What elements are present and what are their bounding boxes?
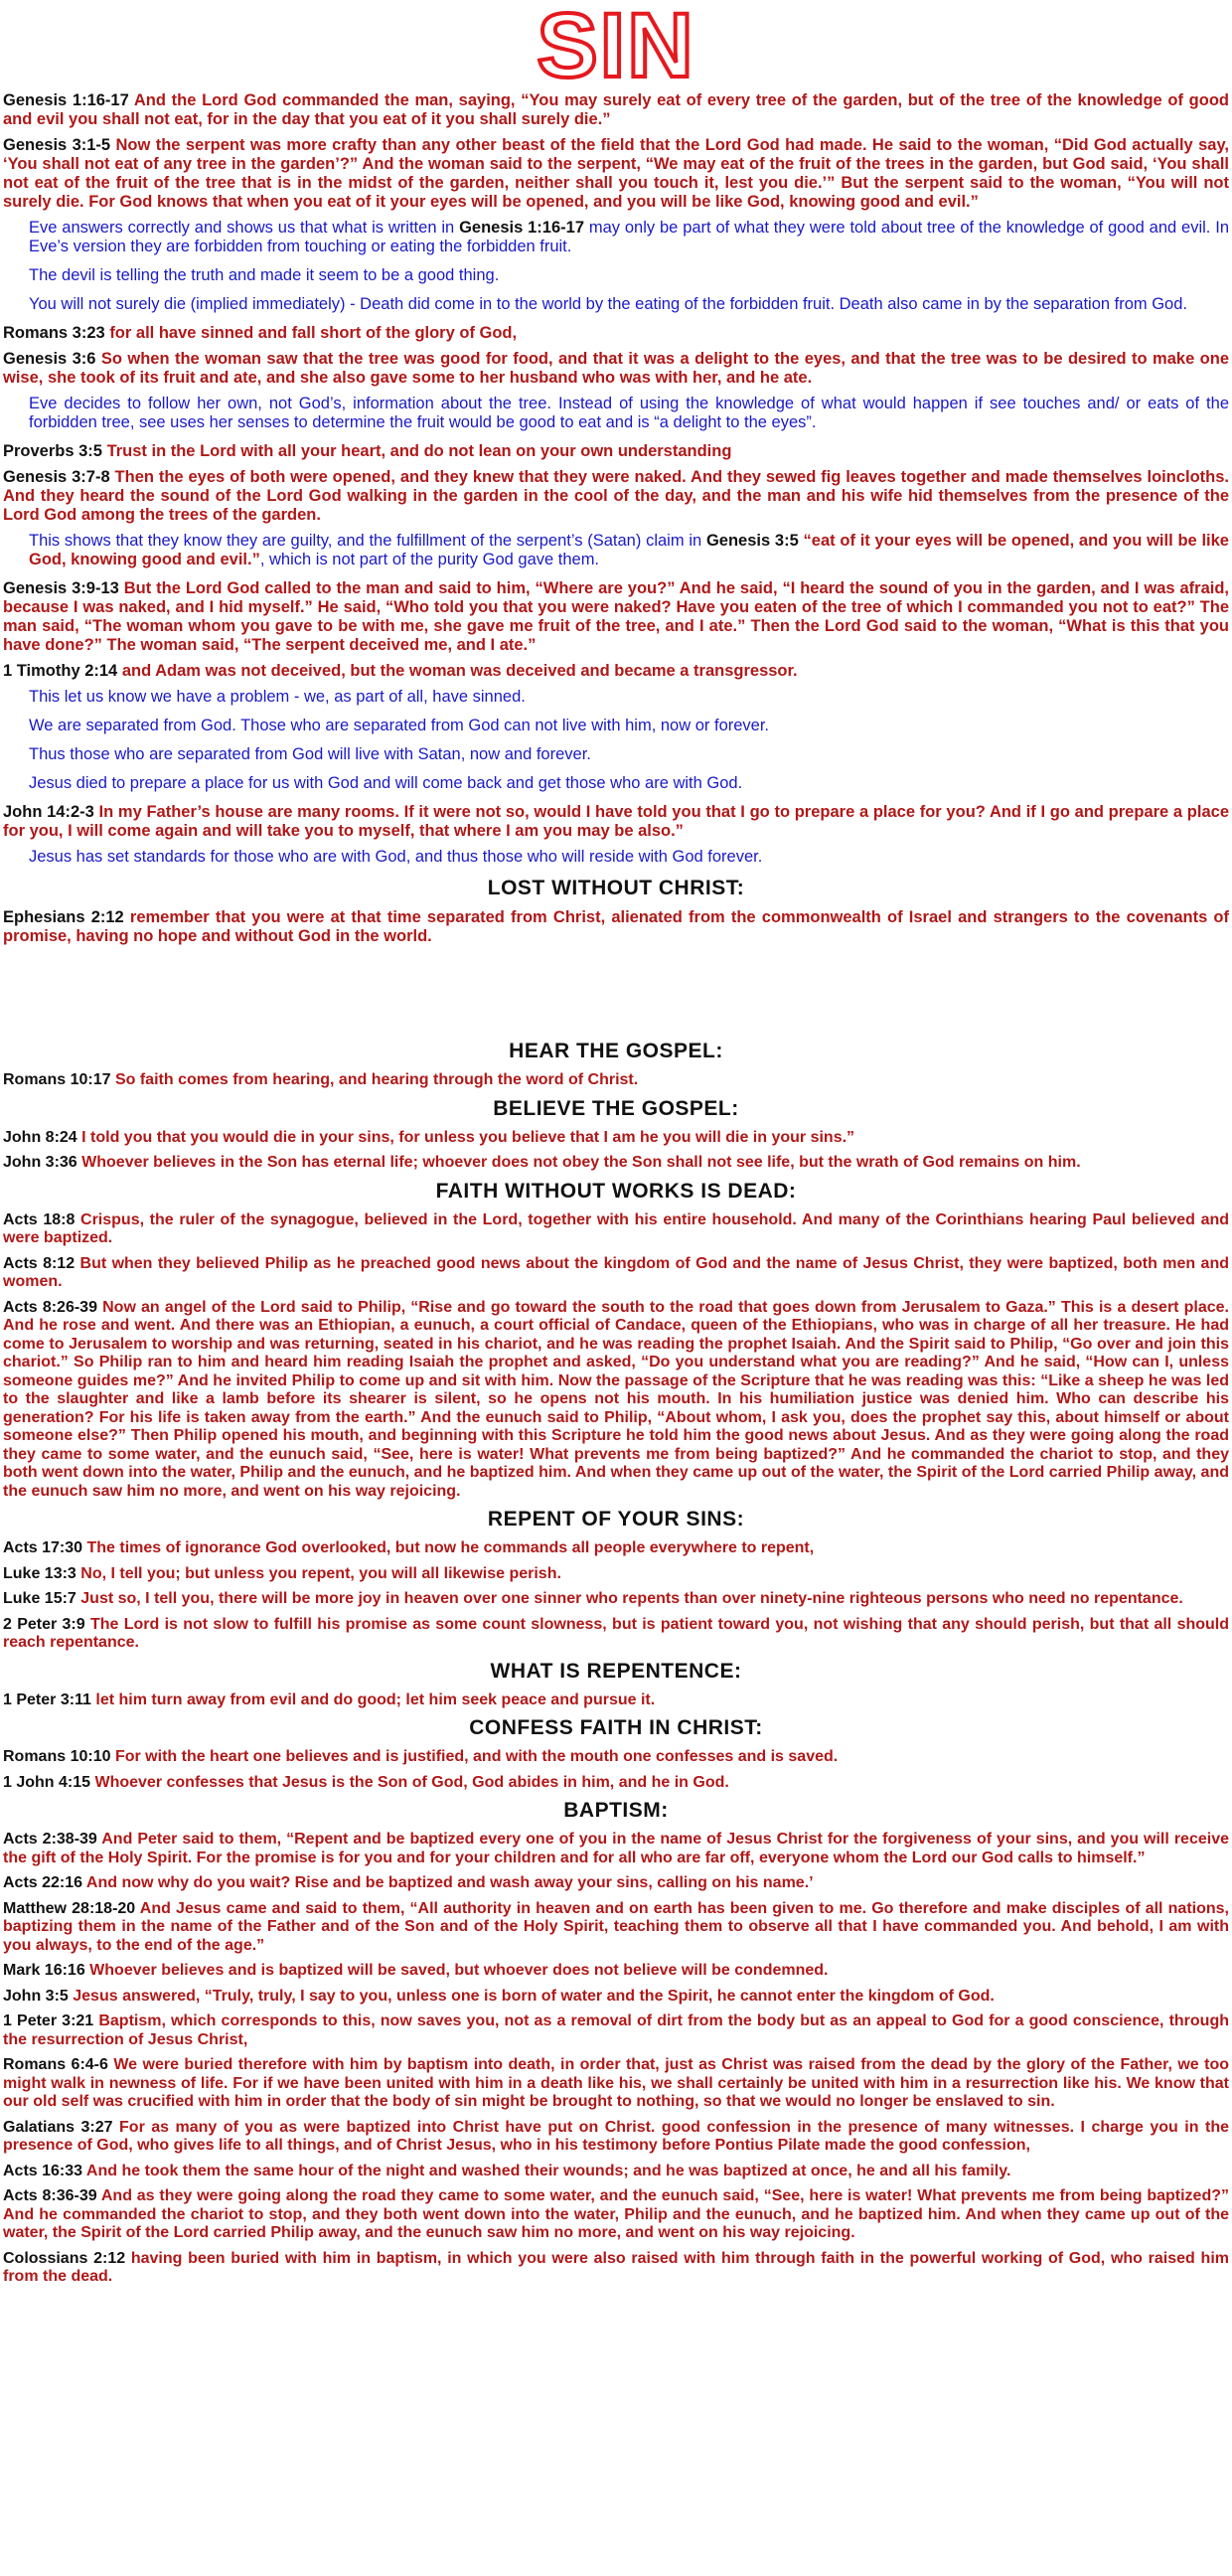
verse-text: The times of ignorance God overlooked, but now he commands all people everywhere to repent, [86,1539,815,1556]
verse-text: Then the eyes of both were opened, and they knew that they were naked. And they sewed fig leaves together and made themselves loincloths. And they heard the sound of the Lord God walking in the garden in the cool of the day, and the man and his wife hid themselves from the presence of the Lord God among the trees of the garden. [3,468,1229,524]
scripture-verse [3,1748,1229,1767]
scripture-verse [3,1962,1229,1981]
scripture-verse [3,2119,1229,2156]
verse-reference: Ephesians 2:12 [3,908,124,926]
verse-reference: Romans 10:10 [3,1748,111,1765]
scripture-verse [3,1211,1229,1248]
verse-text: We were buried therefore with him by baptism into death, in order that, just as Christ was raised from the dead by the glory of the Father, we too might walk in newness of life. For if we have been united with him in a death like his, we shall certainly be united with him in a resurrection like his. We know that our old self was crucified with him in order that the body of sin might be brought to nothing, so that we would no longer be enslaved to sin. [3,2056,1229,2110]
verse-text: So faith comes from hearing, and hearing through the word of Christ. [114,1071,639,1088]
verse-text: Whoever believes in the Son has eternal life; whoever does not obey the Son shall not see life, but the wrath of God remains on him. [81,1154,1081,1171]
verse-text: I told you that you would die in your sins, for unless you believe that I am he you will die in your sins.” [81,1128,855,1146]
verse-reference: 1 Peter 3:11 [3,1690,91,1708]
verse-text: and Adam was not deceived, but the woman was deceived and became a transgressor. [121,662,798,680]
scripture-verse [3,2187,1229,2243]
scripture-verse [3,1071,1229,1090]
scripture-verse [3,1874,1229,1893]
commentary-note [3,219,1229,256]
section-sin [3,91,1229,1036]
section-heading: CONFESS FAITH IN CHRIST: [469,1716,763,1739]
section-heading: WHAT IS REPENTENCE: [490,1659,742,1683]
note-text: Eve answers correctly and shows us that what is written in [29,219,455,237]
section-heading: FAITH WITHOUT WORKS IS DEAD: [435,1179,797,1203]
verse-reference: 1 Timothy 2:14 [3,662,118,680]
verse-text: And Peter said to them, “Repent and be baptized every one of you in the name of Jesus Christ for the forgiveness of your sins, and you will receive the gift of the Holy Spirit. For the promise is for you and for your children and for all who are far off, everyone whom the Lord our God calls to himself.” [3,1831,1229,1866]
verse-text: Whoever believes and is baptized will be saved, but whoever does not believe will be condemned. [89,1962,829,1979]
verse-reference: Romans 10:17 [3,1071,111,1088]
verse-reference: Acts 8:12 [3,1254,76,1272]
scripture-verse [3,1539,1229,1558]
scripture-verse [3,324,1229,343]
verse-text: The Lord is not slow to fulfill his promise as some count slowness, but is patient toward you, not wishing that any should perish, but that all should reach repentance. [3,1615,1229,1651]
scripture-verse [3,136,1229,212]
note-text: The devil is telling the truth and made it seem to be a good thing. [29,266,500,284]
verse-reference: Acts 18:8 [3,1210,76,1228]
scripture-verse [3,91,1229,129]
scripture-verse [3,2163,1229,2181]
commentary-note [3,532,1229,569]
section-heading: BAPTISM: [563,1799,669,1822]
verse-text: remember that you were at that time separated from Christ, alienated from the commonwealth of Israel and strangers to the covenants of promise, having no hope and without God in the world. [3,908,1229,945]
section-heading: BELIEVE THE GOSPEL: [493,1096,739,1120]
verse-reference: Acts 8:36-39 [3,2187,97,2204]
note-text: This let us know we have a problem - we, as part of all, have sinned. [29,688,526,706]
commentary-note [3,745,1229,764]
page-title: SIN [537,0,695,96]
section-plan-of-salvation [3,1036,1229,2576]
verse-text: Baptism, which corresponds to this, now saves you, not as a removal of dirt from the body but as an appeal to God for a good conscience, through the resurrection of Jesus Christ, [3,2012,1229,2048]
verse-text: Now an angel of the Lord said to Philip, “Rise and go toward the south to the road that goes down from Jerusalem to Gaza.” This is a desert place. And he rose and went. And there was an Ethiopian, a eunuch, a court official of Candace, queen of the Ethiopians, who was in charge of all her treasure. He had come to Jerusalem to worship and was returning, seated in his chariot, and he was reading the prophet Isaiah. And the Spirit said to Philip, “Go over and join this chariot.” So Philip ran to him and heard him reading Isaiah the prophet and asked, “Do you understand what you are reading?” And he said, “How can I, unless someone guides me?” And he invited Philip to come up and sit with him. Now the passage of the Scripture that he was reading was this: “Like a sheep he was led to the slaughter and like a lamb before its shearer is silent, so he opens not his mouth. In his humiliation justice was denied him. Who can describe his generation? For his life is taken away from the earth.” And the eunuch said to Philip, “About whom, I ask you, does the prophet say this, about himself or about someone else?” Then Philip opened his mouth, and beginning with this Scripture he told him the good news about Jesus. And as they were going along the road they came to some water, and the eunuch said, “See, here is water! What prevents me from being baptized?” And he commanded the chariot to stop, and they both went down into the water, Philip and the eunuch, and he baptized him. And when they came up out of the water, the Spirit of the Lord carried Philip away, and the eunuch saw him no more, and went on his way rejoicing. [3,1298,1229,1500]
scripture-verse [3,1154,1229,1173]
scripture-verse [3,1831,1229,1867]
verse-text: Whoever confesses that Jesus is the Son of God, God abides in him, and he in God. [94,1773,729,1791]
scripture-verse [3,1129,1229,1148]
commentary-note [3,395,1229,432]
scripture-verse [3,1299,1229,1502]
scripture-verse [3,2056,1229,2112]
note-reference: Genesis 1:16-17 [459,219,584,237]
verse-text: And he took them the same hour of the night and washed their wounds; and he was baptized at once, he and all his family. [85,2162,1011,2179]
verse-text: Crispus, the ruler of the synagogue, believed in the Lord, together with his entire household. And many of the Corinthians hearing Paul believed and were baptized. [3,1210,1229,1246]
verse-reference: Genesis 3:9-13 [3,579,119,597]
commentary-note [3,774,1229,793]
verse-reference: Mark 16:16 [3,1962,85,1979]
verse-reference: Genesis 1:16-17 [3,91,129,109]
title-area [3,0,1229,96]
note-quote: “eat of it your eyes will be opened, and you will be like God, knowing good and evil.” [29,532,1229,568]
verse-text: So when the woman saw that the tree was good for food, and that it was a delight to the eyes, and that the tree was to be desired to make one wise, she took of its fruit and ate, and she also gave some to her husband who was with her, and he ate. [3,350,1229,387]
verse-reference: John 3:5 [3,1987,69,2005]
commentary-note [3,848,1229,867]
verse-reference: Romans 3:23 [3,324,105,342]
note-text-continued: may only be part of what they were told about tree of the knowledge of good and evil. In Eve’s version they are forbidden from touching or eating the forbidden fruit. [29,219,1229,255]
verse-reference: Genesis 3:1-5 [3,136,111,154]
verse-reference: Acts 2:38-39 [3,1831,97,1848]
commentary-note [3,717,1229,735]
verse-reference: Acts 17:30 [3,1539,83,1556]
scripture-verse [3,1616,1229,1653]
verse-text: for all have sinned and fall short of the glory of God, [109,324,518,342]
verse-text: For as many of you as were baptized into Christ have put on Christ. good confession in the presence of many witnesses. I charge you in the presence of God, who gives life to all things, and of Christ Jesus, who in his testimony before Pontius Pilate made the good confession, [3,2118,1229,2154]
commentary-note [3,266,1229,285]
verse-text: No, I tell you; but unless you repent, you will all likewise perish. [80,1564,561,1582]
note-text: Jesus has set standards for those who are with God, and thus those who will reside with God forever. [29,848,763,866]
note-reference: Genesis 3:5 [705,532,799,550]
verse-text: having been buried with him in baptism, in which you were also raised with him through faith in the powerful working of God, who raised him from the dead. [3,2249,1229,2285]
scripture-verse [3,350,1229,388]
scripture-verse [3,2250,1229,2287]
scripture-verse [3,468,1229,525]
scripture-verse [3,662,1229,681]
scripture-verse [3,1774,1229,1793]
verse-reference: John 14:2-3 [3,803,94,821]
verse-reference: Genesis 3:6 [3,350,96,368]
verse-reference: 1 Peter 3:21 [3,2012,94,2029]
note-text: You will not surely die (implied immediately) - Death did come in to the world by the eating of the forbidden fruit. Death also came in by the separation from God. [29,295,1187,313]
scripture-verse [3,1565,1229,1584]
verse-text: And Jesus came and said to them, “All authority in heaven and on earth has been given to me. Go therefore and make disciples of all nations, baptizing them in the name of the Father and of the Son and of the Holy Spirit, teaching them to observe all that I have commanded you. And behold, I am with you always, to the end of the age.” [3,1899,1229,1954]
scripture-verse [3,2012,1229,2049]
verse-text: And as they were going along the road they came to some water, and the eunuch said, “See, here is water! What prevents me from being baptized?” And he commanded the chariot to stop, and they both went down into the water, Philip and the eunuch, and he baptized him. And when they came up out of the water, the Spirit of the Lord carried Philip away, and the eunuch saw him no more, and went on his way rejoicing. [3,2187,1229,2241]
scripture-verse [3,1900,1229,1956]
note-text-continued: , which is not part of the purity God gave them. [259,551,600,568]
scripture-verse [3,442,1229,461]
verse-text: let him turn away from evil and do good; let him seek peace and pursue it. [95,1690,656,1708]
scripture-verse [3,1590,1229,1609]
verse-reference: Genesis 3:7-8 [3,468,110,486]
verse-reference: Acts 8:26-39 [3,1298,97,1316]
verse-text: Just so, I tell you, there will be more joy in heaven over one sinner who repents than over ninety-nine righteous persons who need no repentance. [80,1590,1183,1607]
scripture-verse [3,579,1229,655]
verse-text: But when they believed Philip as he preached good news about the kingdom of God and the name of Jesus Christ, they were baptized, both men and women. [3,1254,1229,1290]
note-text: Jesus died to prepare a place for us with God and will come back and get those who are with God. [29,774,743,792]
verse-reference: John 3:36 [3,1154,77,1171]
verse-reference: Proverbs 3:5 [3,442,102,460]
verse-reference: John 8:24 [3,1128,77,1146]
commentary-note [3,295,1229,314]
scripture-verse [3,1691,1229,1710]
scripture-verse [3,1255,1229,1292]
verse-reference: Acts 16:33 [3,2162,83,2179]
note-text: Eve decides to follow her own, not God’s, information about the tree. Instead of using the knowledge of what would happen if see touches and/ or eats of the forbidden tree, see uses her senses to determine the fruit would be good to eat and is “a delight to the eyes”. [29,395,1229,431]
verse-reference: 2 Peter 3:9 [3,1615,85,1633]
section-heading: LOST WITHOUT CHRIST: [487,877,745,899]
verse-reference: 1 John 4:15 [3,1773,91,1791]
verse-text: And now why do you wait? Rise and be baptized and wash away your sins, calling on his name.’ [85,1874,814,1891]
note-text: Thus those who are separated from God will live with Satan, now and forever. [29,745,591,763]
verse-text: Trust in the Lord with all your heart, and do not lean on your own understanding [106,442,732,460]
verse-reference: Colossians 2:12 [3,2249,126,2267]
verse-reference: Acts 22:16 [3,1874,83,1891]
verse-text: And the Lord God commanded the man, saying, “You may surely eat of every tree of the garden, but of the tree of the knowledge of good and evil you shall not eat, for in the day that you eat of it you shall surely die.” [3,91,1229,128]
verse-text: Jesus answered, “Truly, truly, I say to you, unless one is born of water and the Spirit, he cannot enter the kingdom of God. [73,1987,995,2005]
verse-reference: Galatians 3:27 [3,2118,113,2136]
verse-reference: Luke 15:7 [3,1590,77,1607]
verse-text: In my Father’s house are many rooms. If it were not so, would I have told you that I go to prepare a place for you? And if I go and prepare a place for you, I will come again and will take you to myself, that where I am you may be also.” [3,803,1229,840]
verse-reference: Matthew 28:18-20 [3,1899,136,1917]
section-heading: REPENT OF YOUR SINS: [487,1508,745,1530]
verse-text: But the Lord God called to the man and said to him, “Where are you?” And he said, “I heard the sound of you in the garden, and I was afraid, because I was naked, and I hid myself.” He said, “Who told you that you were naked? Have you eaten of the tree of which I commanded you not to eat?” The man said, “The woman whom you gave to be with me, she gave me fruit of the tree, and I ate.” Then the Lord God said to the woman, “What is this that you have done?” The woman said, “The serpent deceived me, and I ate.” [3,579,1229,654]
commentary-note [3,688,1229,707]
note-text: We are separated from God. Those who are separated from God can not live with him, now or forever. [29,717,770,734]
verse-text: For with the heart one believes and is justified, and with the mouth one confesses and is saved. [114,1748,839,1765]
verse-reference: Romans 6:4-6 [3,2056,108,2073]
scripture-verse [3,908,1229,946]
scripture-verse [3,803,1229,841]
note-text: This shows that they know they are guilty, and the fulfillment of the serpent’s (Satan) claim in [29,532,702,550]
scripture-verse [3,1988,1229,2007]
verse-reference: Luke 13:3 [3,1564,77,1582]
verse-text: Now the serpent was more crafty than any other beast of the field that the Lord God had made. He said to the woman, “Did God actually say, ‘You shall not eat of any tree in the garden’?” And the woman said to the serpent, “We may eat of the fruit of the trees in the garden, but God said, ‘You shall not eat of the fruit of the tree that is in the midst of the garden, neither shall you touch it, lest you die.’” But the serpent said to the woman, “You will not surely die. For God knows that when you eat of it your eyes will be opened, and you will be like God, knowing good and evil.” [3,136,1229,211]
section-heading: HEAR THE GOSPEL: [509,1040,723,1062]
